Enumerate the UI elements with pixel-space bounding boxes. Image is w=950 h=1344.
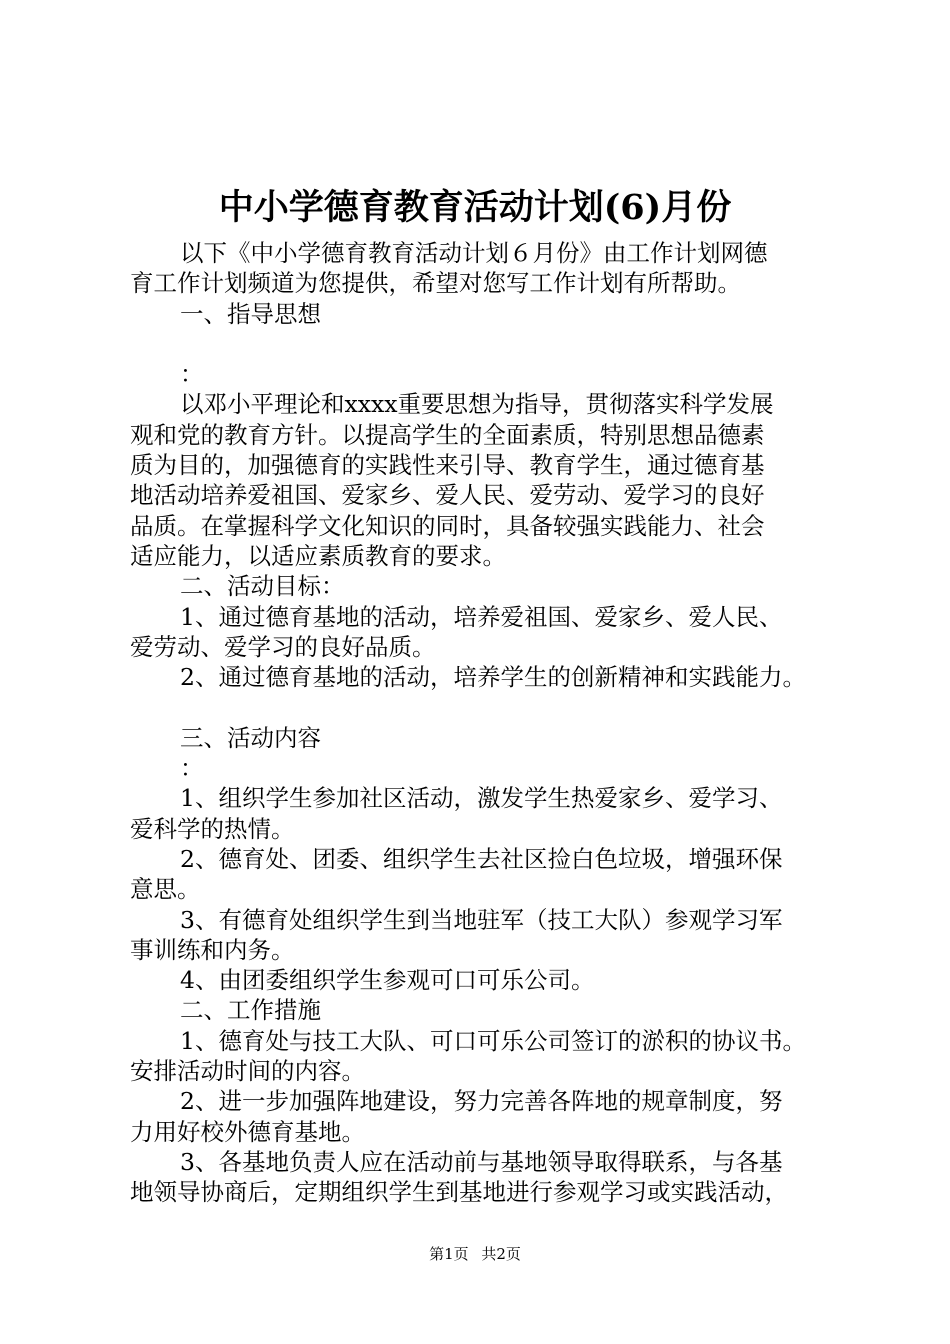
paragraph-line: 力用好校外德育基地。	[130, 1117, 365, 1146]
paragraph-line: 爱劳动、爱学习的良好品质。	[130, 632, 436, 661]
paragraph-line: 适应能力，以适应素质教育的要求。	[130, 541, 506, 570]
paragraph-line: 意思。	[130, 875, 201, 904]
paragraph-line: 以邓小平理论和xxxx重要思想为指导，贯彻落实科学发展	[180, 390, 774, 419]
paragraph-line: ：	[180, 754, 204, 783]
page-number: 第1页	[429, 1245, 469, 1263]
paragraph-line: 1、通过德育基地的活动，培养爱祖国、爱家乡、爱人民、	[180, 602, 783, 631]
paragraph-line: 地活动培养爱祖国、爱家乡、爱人民、爱劳动、爱学习的良好	[130, 481, 765, 510]
paragraph-line: 安排活动时间的内容。	[130, 1057, 365, 1086]
blank-line	[130, 329, 845, 359]
paragraph-line: 1、组织学生参加社区活动，激发学生热爱家乡、爱学习、	[180, 784, 783, 813]
page-footer	[0, 1244, 950, 1264]
paragraph-line: 3、有德育处组织学生到当地驻军（技工大队）参观学习军	[180, 905, 783, 934]
blank-line	[130, 692, 845, 722]
page-total: 共2页	[481, 1245, 521, 1263]
section-heading: 二、活动目标：	[180, 572, 345, 601]
paragraph-line: 品质。在掌握科学文化知识的同时，具备较强实践能力、社会	[130, 511, 765, 540]
paragraph-line: 质为目的，加强德育的实践性来引导、教育学生，通过德育基	[130, 451, 765, 480]
paragraph-line: 爱科学的热情。	[130, 814, 295, 843]
paragraph-line: 1、德育处与技工大队、可口可乐公司签订的淤积的协议书。	[180, 1026, 806, 1055]
paragraph-line: ：	[180, 360, 204, 389]
paragraph-line: 地领导协商后，定期组织学生到基地进行参观学习或实践活动，	[130, 1178, 788, 1207]
paragraph-line: 4、由团委组织学生参观可口可乐公司。	[180, 966, 595, 995]
paragraph-line: 育工作计划频道为您提供，希望对您写工作计划有所帮助。	[130, 269, 741, 298]
document-title: 中小学德育教育活动计划(6)月份	[218, 187, 732, 228]
document-body	[130, 238, 845, 1208]
section-heading: 三、活动内容	[180, 723, 321, 752]
paragraph-line: 事训练和内务。	[130, 935, 295, 964]
paragraph-line: 以下《中小学德育教育活动计划６月份》由工作计划网德	[180, 239, 768, 267]
paragraph-line: 2、进一步加强阵地建设，努力完善各阵地的规章制度，努	[180, 1087, 783, 1116]
section-heading: 二、工作措施	[180, 996, 321, 1025]
paragraph-line: 2、德育处、团委、组织学生去社区捡白色垃圾，增强环保	[180, 844, 783, 873]
paragraph-line: 观和党的教育方针。以提高学生的全面素质，特别思想品德素	[130, 420, 765, 449]
paragraph-line: 3、各基地负责人应在活动前与基地领导取得联系，与各基	[180, 1147, 783, 1176]
paragraph-line: 2、通过德育基地的活动，培养学生的创新精神和实践能力。	[180, 663, 806, 692]
section-heading: 一、指导思想	[180, 299, 321, 328]
